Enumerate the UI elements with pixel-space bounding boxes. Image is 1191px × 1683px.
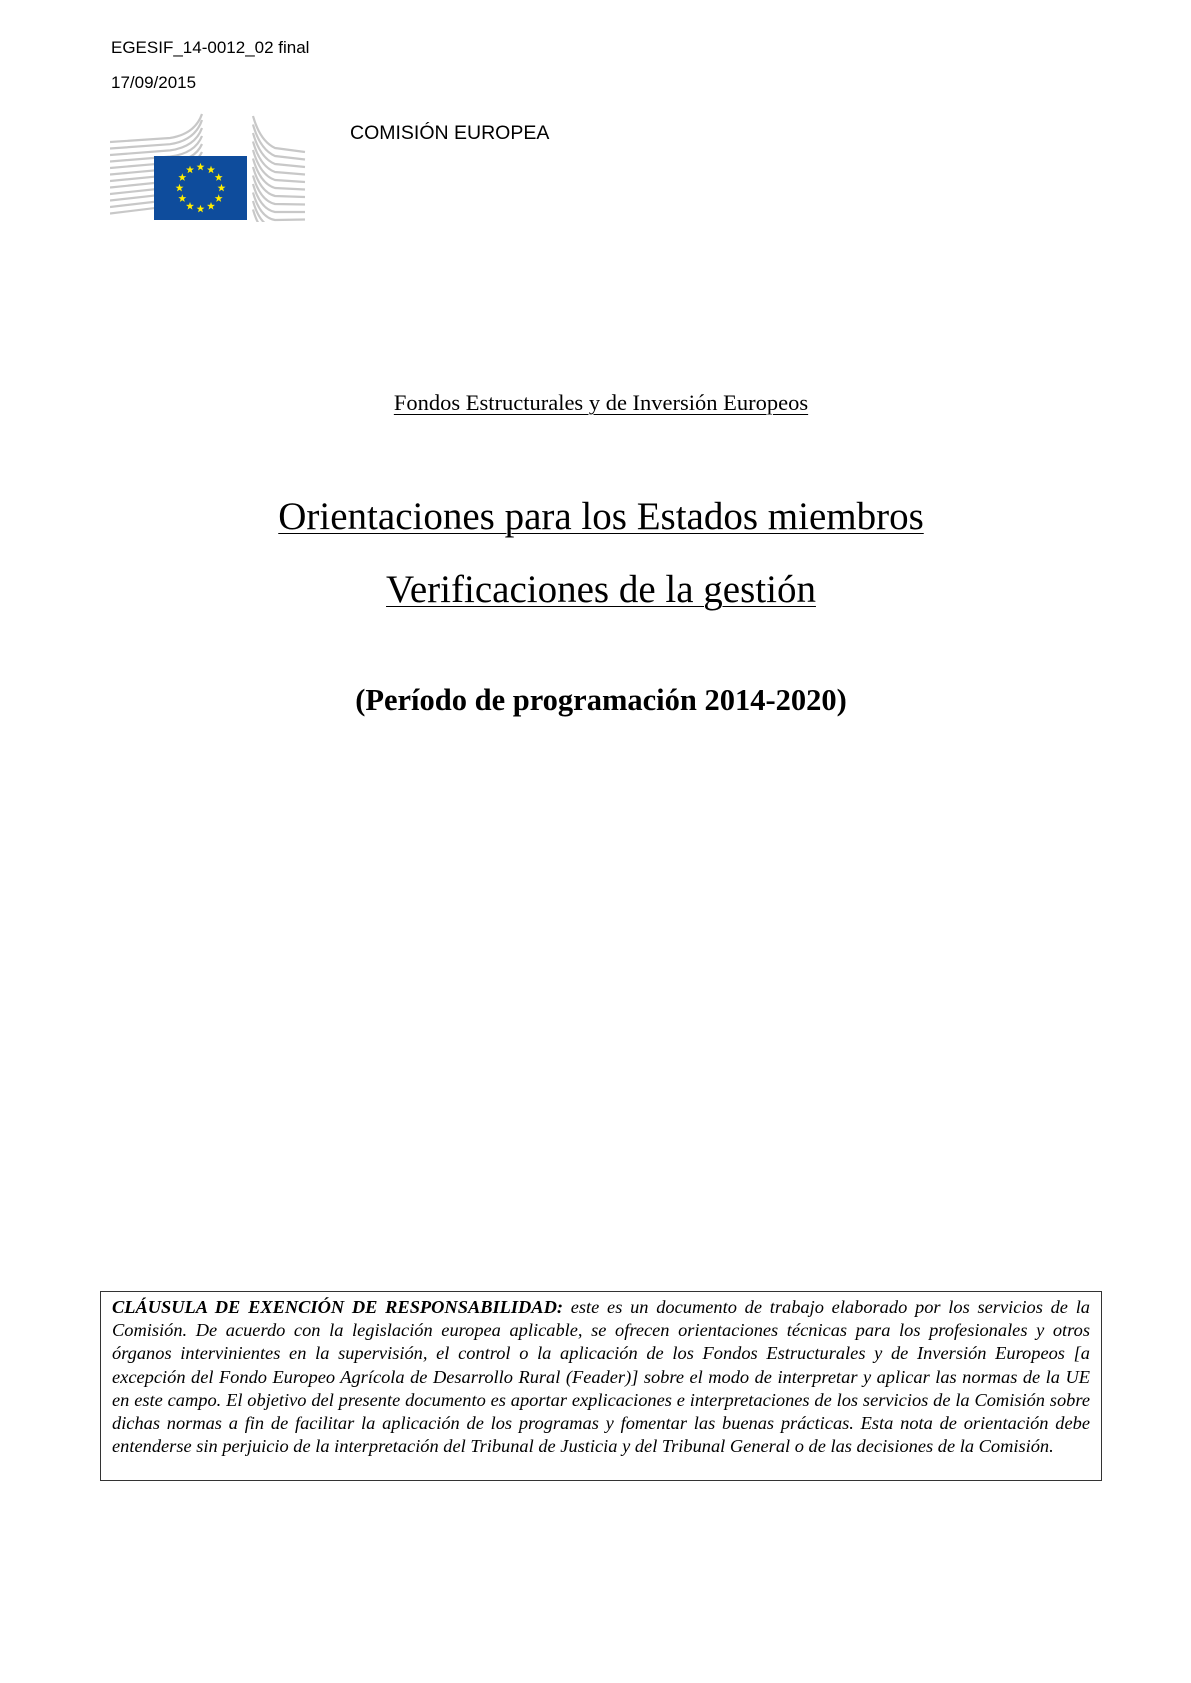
document-title-line2: Verificaciones de la gestión bbox=[386, 568, 816, 611]
disclaimer-heading: CLÁUSULA DE EXENCIÓN DE RESPONSABILIDAD: bbox=[112, 1297, 563, 1317]
document-date: 17/09/2015 bbox=[111, 73, 197, 92]
european-commission-logo bbox=[110, 112, 330, 222]
organization-name: COMISIÓN EUROPEA bbox=[350, 122, 550, 144]
disclaimer-body: este es un documento de trabajo elaborado por los servicios de la Comisión. De acuerdo con la legislación europea aplicable, se ofrecen orientaciones técnicas para los profesionales y otros órganos intervinientes en la supervisión, el control o la aplicación de los Fondos Estructurales y de Inversión Europeos [a excepción del Fondo Europeo Agrícola de Desarrollo Rural (Feader)] sobre el modo de interpretar y aplicar las normas de la UE en este campo. El objetivo del presente documento es aportar explicaciones e interpretaciones de los servicios de la Comisión sobre dichas normas a fin de facilitar la aplicación de los programas y fomentar las buenas prácticas. Esta nota de orientación debe entenderse sin perjuicio de la interpretación del Tribunal de Justicia y del Tribunal General o de las decisiones de la Comisión. bbox=[112, 1297, 1090, 1457]
programming-period: (Período de programación 2014-2020) bbox=[355, 683, 847, 717]
document-reference: EGESIF_14-0012_02 final bbox=[111, 38, 310, 57]
disclaimer-box bbox=[100, 1291, 1102, 1481]
document-subtitle: Fondos Estructurales y de Inversión Europeos bbox=[393, 390, 809, 415]
document-title-line1: Orientaciones para los Estados miembros bbox=[278, 495, 924, 538]
